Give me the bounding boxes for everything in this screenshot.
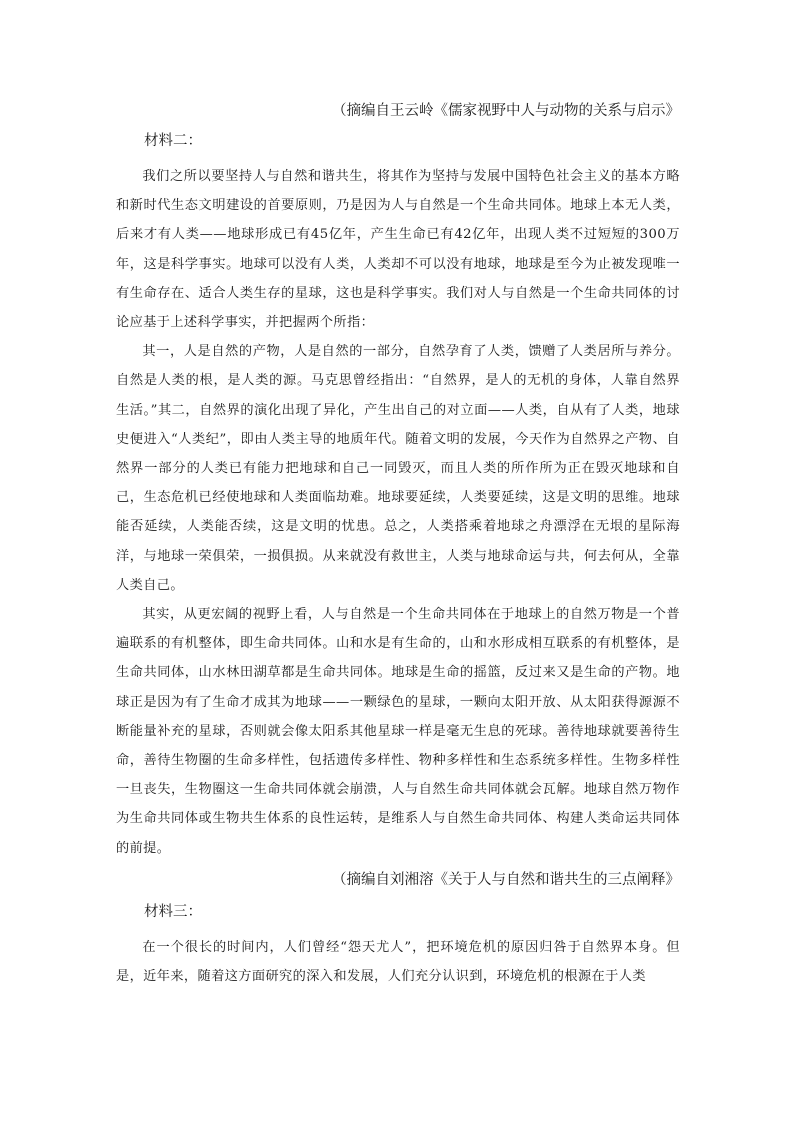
source-citation-1: （摘编自王云岭《儒家视野中人与动物的关系与启示》 [332,103,680,119]
material-2-paragraph: 其一，人是自然的产物，人是自然的一部分，自然孕育了人类，馈赠了人类居所与养分。自然是人类的根，是人类的源。马克思曾经指出：“自然界，是人的无机的身体，人靠自然界生活。”其二，自然界的演化出现了异化，产生出自己的对立面——人类，自从有了人类，地球史便进入“人类纪”，即由人类主导的地质年代。随着文明的发展，今天作为自然界之产物、自然界一部分的人类已有能力把地球和自己一同毁灭，而且人类的所作所为正在毁灭地球和自己，生态危机已经使地球和人类面临劫难。地球要延续，人类要延续，这是文明的思维。地球能否延续，人类能否续，这是文明的忧患。总之，人类搭乘着地球之舟漂浮在无垠的星际海洋，与地球一荣俱荣，一损俱损。从来就没有救世主，人类与地球命运与共，何去何从，全靠人类自己。 [116,344,680,593]
source-citation-2: （摘编自刘湘溶《关于人与自然和谐共生的三点阐释》 [332,871,680,888]
material-2-heading: 材料二： [144,133,202,149]
material-2-paragraph: 我们之所以要坚持人与自然和谐共生，将其作为坚持与发展中国特色社会主义的基本方略和新时代生态文明建设的首要原则，乃是因为人与自然是一个生命共同体。地球上本无人类，后来才有人类——地球形成已有45亿年，产生生命已有42亿年，出现人类不过短短的300万年，这是科学事实。地球可以没有人类，人类却不可以没有地球，地球是至今为止被发现唯一有生命存在、适合人类生存的星球，这也是科学事实。我们对人与自然是一个生命共同体的讨论应基于上述科学事实，并把握两个所指： [116,169,680,331]
document-page [116,100,680,991]
material-3-paragraph: 在一个很长的时间内，人们曾经“怨天尤人”，把环境危机的原因归咎于自然界本身。但是，近年来，随着这方面研究的深入和发展，人们充分认识到，环境危机的根源在于人类 [116,939,680,985]
material-2-paragraph: 其实，从更宏阔的视野上看，人与自然是一个生命共同体在于地球上的自然万物是一个普遍联系的有机整体，即生命共同体。山和水是有生命的，山和水形成相互联系的有机整体，是生命共同体，山水林田湖草都是生命共同体。地球是生命的摇篮，反过来又是生命的产物。地球正是因为有了生命才成其为地球——一颗绿色的星球，一颗向太阳开放、从太阳获得源源不断能量补充的星球，否则就会像太阳系其他星球一样是毫无生息的死球。善待地球就要善待生命，善待生物圈的生命多样性，包括遗传多样性、物种多样性和生态系统多样性。生物多样性一旦丧失，生物圈这一生命共同体就会崩溃，人与自然生命共同体就会瓦解。地球自然万物作为生命共同体或生物共生体系的良性运转，是维系人与自然生命共同体、构建人类命运共同体的前提。 [116,607,680,856]
material-3-heading: 材料三： [144,903,202,920]
